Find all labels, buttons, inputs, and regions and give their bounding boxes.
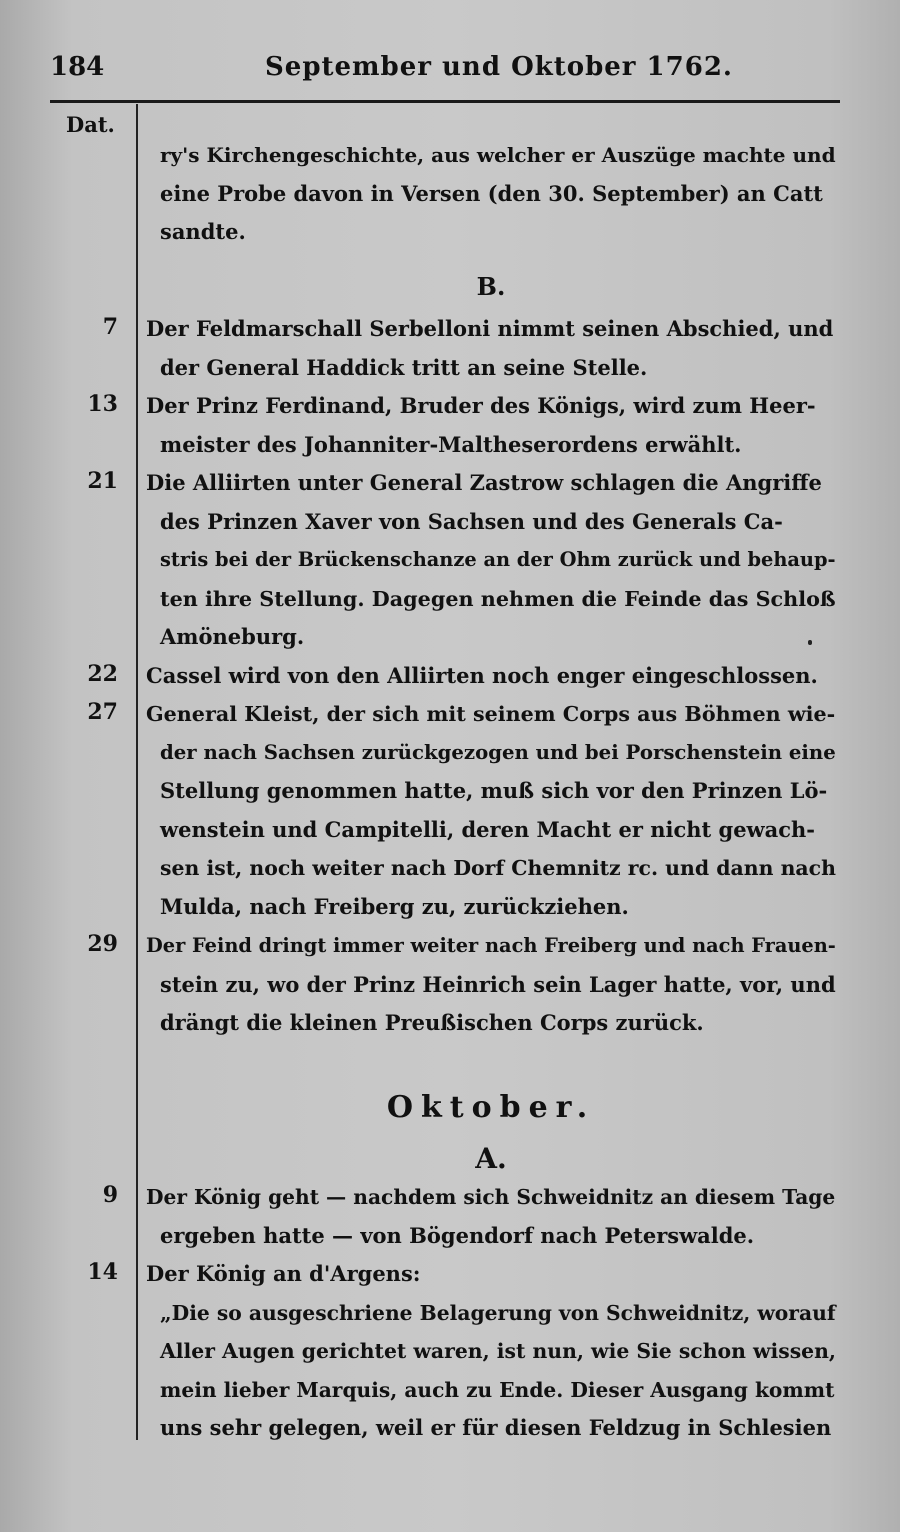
entry-text: Die Alliirten unter General Zastrow schlagen die Angriffe des Prinzen Xaver von Sachsen und des Generals Ca- stris bei der Brückenschanze an der Ohm zurück und behaup- ten ihre Stellung. Dagegen nehmen die Feinde das Schloß Amöneburg. bbox=[146, 470, 836, 650]
entry-text: Cassel wird von den Alliirten noch enger eingeschlossen. bbox=[146, 663, 818, 688]
date-column-rule bbox=[136, 104, 138, 1440]
entry-date: 21 bbox=[87, 468, 118, 494]
entry-text: Der Prinz Ferdinand, Bruder des Königs, wird zum Heer- meister des Johanniter-Maltheserordens erwählt. bbox=[146, 393, 816, 457]
header-rule bbox=[50, 100, 840, 103]
entry-date: 29 bbox=[87, 931, 118, 957]
entry-date: 22 bbox=[87, 661, 118, 687]
entry-date: 9 bbox=[102, 1182, 118, 1208]
section-heading-b: B. bbox=[476, 272, 506, 301]
entry-date: 7 bbox=[102, 314, 118, 340]
entry-date: 13 bbox=[87, 391, 118, 417]
entry-text: Der König an d'Argens: „Die so ausgeschriene Belagerung von Schweidnitz, worauf Aller Augen gerichtet waren, ist nun, wie Sie schon wissen, mein lieber Marquis, auch zu Ende. Dieser Ausgang kommt uns sehr gelegen, weil er für diesen Feldzug in Schlesien bbox=[146, 1261, 836, 1441]
ink-speck bbox=[808, 640, 812, 645]
page-header bbox=[50, 52, 850, 92]
section-heading-a: A. bbox=[475, 1142, 507, 1175]
intro-paragraph: ry's Kirchengeschichte, aus welcher er Auszüge machte und eine Probe davon in Versen (den 30. September) an Catt sandte. bbox=[160, 143, 836, 245]
entry-text: General Kleist, der sich mit seinem Corps aus Böhmen wie- der nach Sachsen zurückgezogen und bei Porschenstein eine Stellung genommen hatte, muß sich vor den Prinzen Lö- wenstein und Campitelli, deren Macht er nicht gewach- sen ist, noch weiter nach Dorf Chemnitz rc. und dann nach Mulda, nach Freiberg zu, zurückziehen. bbox=[146, 702, 836, 919]
page-number: 184 bbox=[50, 52, 105, 82]
entry-date: 14 bbox=[87, 1259, 118, 1285]
entry-text: Der Feind dringt immer weiter nach Freiberg und nach Frauen- stein zu, wo der Prinz Heinrich sein Lager hatte, vor, und drängt die kleinen Preußischen Corps zurück. bbox=[146, 934, 836, 1036]
entry-text: Der König geht — nachdem sich Schweidnitz an diesem Tage ergeben hatte — von Bögendorf nach Peterswalde. bbox=[146, 1185, 836, 1248]
entry-text: Der Feldmarschall Serbelloni nimmt seinen Abschied, und der General Haddick tritt an seine Stelle. bbox=[146, 316, 834, 380]
date-column-label: Dat. bbox=[66, 112, 115, 137]
entry-date: 27 bbox=[87, 699, 118, 725]
running-title: September und Oktober 1762. bbox=[265, 52, 733, 82]
month-heading: Oktober. bbox=[386, 1090, 596, 1125]
